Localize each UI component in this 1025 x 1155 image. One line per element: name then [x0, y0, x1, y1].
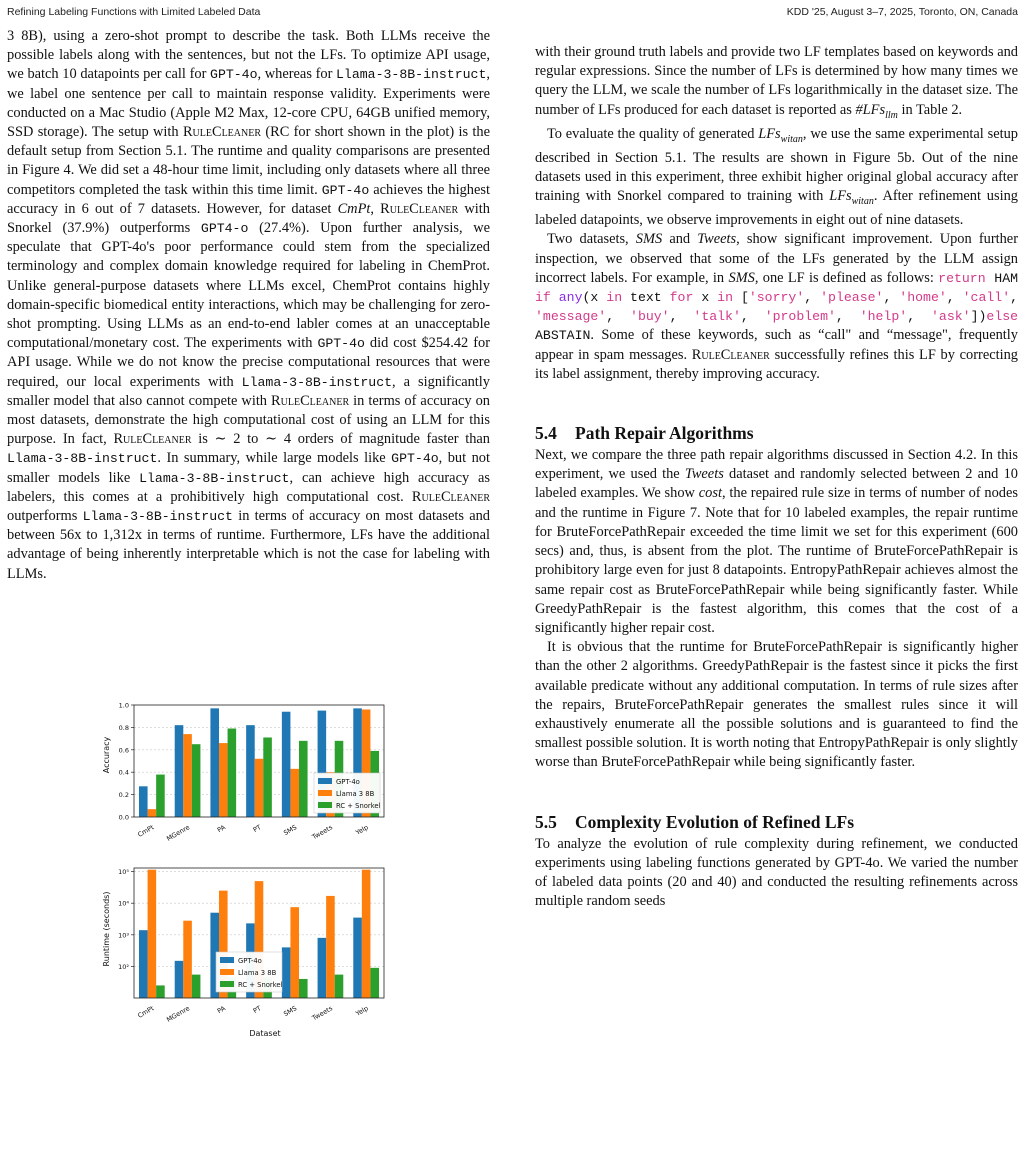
- right-paragraph-4: Next, we compare the three path repair algorithms discussed in Section 4.2. In this experiment, we used the Tweets dataset and randomly selected between 2 and 10 labeled examples. We show cost, the repaired rule size in terms of number of nodes and the runtime in Figure 7. Note that for 10 labeled examples, the repair runtime for BruteForcePathRepair exceeded the time limit we set for this experiment (600 secs) and, thus, is absent from the plot. The runtime of BruteForcePathRepair is prohibitory large even for just 8 datapoints. EntropyPathRepair achieves almost the same repair cost as BruteForcePathRepair while being significantly faster. While GreedyPathRepair is the fastest algorithm, this comes that the cost of a significantly higher repair cost.: [535, 447, 1018, 636]
- legend-swatch: [318, 802, 332, 808]
- bar-cmpt-1: [148, 870, 157, 998]
- bar-cmpt-0: [139, 786, 148, 817]
- y-tick-label: 0.4: [118, 768, 129, 777]
- legend-label: RC + Snorkel: [238, 981, 283, 989]
- right-paragraph-1: with their ground truth labels and provide two LF templates based on keywords and regular expressions. Since the number of LFs is determined by how many times we query the LLM, we scale the number of LFs logarithmically in the dataset size. The number of LFs produced for each dataset is reported as #LFs$_{llm}$ in Table 2.: [535, 44, 1018, 121]
- bar-cmpt-2: [156, 985, 165, 998]
- bar-yelp-0: [353, 918, 362, 998]
- legend-label: Llama 3 8B: [238, 969, 277, 977]
- section-5-4-heading: 5.4 Path Repair Algorithms: [535, 423, 754, 444]
- bar-cmpt-0: [139, 930, 148, 998]
- x-tick-label: Tweets: [310, 823, 334, 842]
- runtime-legend: [216, 952, 283, 992]
- bar-cmpt-2: [156, 775, 165, 817]
- x-tick-label: CmPt: [136, 1004, 156, 1020]
- y-tick-label: 0.6: [118, 746, 129, 755]
- x-tick-label: PT: [251, 1004, 263, 1016]
- accuracy-legend: [314, 773, 381, 813]
- bar-pt-2: [263, 737, 272, 817]
- runtime-yticks: [118, 868, 134, 971]
- accuracy-ylabel: Accuracy: [102, 736, 111, 774]
- bar-pa-2: [228, 729, 237, 817]
- x-tick-label: MGenre: [165, 1004, 192, 1024]
- bar-sms-1: [290, 769, 299, 817]
- right-paragraph-3: Two datasets, SMS and Tweets, show significant improvement. Upon further inspection, we observed that some of the LFs generated by the LLM assign incorrect labels. For example, in SMS, one LF is defined as follows: return HAM if any(x in text for x in ['sorry', 'please', 'home', 'call', 'message', 'buy', 'talk', 'problem', 'help', 'ask'])else ABSTAIN. Some of these keywords, such as “call" and “message", frequently appear in spam messages. RuleCleaner successfully refines this LF by correcting its label assignment, thereby improving accuracy.: [535, 231, 1019, 382]
- legend-label: GPT-4o: [238, 957, 262, 965]
- legend-label: RC + Snorkel: [336, 802, 381, 810]
- left-paragraph: 3 8B), using a zero-shot prompt to describe the task. Both LLMs receive the possible labels along with the sentences, but not the LFs. To optimize API usage, we batch 10 datapoints per call for GPT-4o, whereas for Llama-3-8B-instruct, we label one sentence per call to maintain response validity. Experiments were conducted on a Mac Studio (Apple M2 Max, 12-core CPU, 64GB unified memory, SSD storage). The setup with RuleCleaner (RC for short shown in the plot) is the default setup from Section 5.1. The runtime and quality comparisons are presented in Figure 4. We did set a 48-hour time limit, including only datasets where all three competitors completed the task within this time limit. GPT-4o achieves the highest accuracy in 6 out of 7 datasets. However, for dataset CmPt, RuleCleaner with Snorkel (37.9%) outperforms GPT4-o (27.4%). Upon further analysis, we speculate that GPT-4o's poor performance could stem from the specialized terminology and complex domain knowledge required for labeling in ChemProt. Unlike general-purpose datasets where LLMs excel, ChemProt contains highly domain-specific biomedical entity interactions, which may be challenging for zero-shot prompting. Using LLMs as an end-to-end labler comes at an unacceptable computational/monetary cost. The experiments with GPT-4o did cost $254.42 for API usage. While we do not know the precise computational resources that were required, our local experiments with Llama-3-8B-instruct, a significantly smaller model that also cannot compete with RuleCleaner in terms of accuracy on most datasets, demonstrate the high computational cost of using an LLM for this purpose. In fact, RuleCleaner is ∼ 2 to ∼ 4 orders of magnitude faster than Llama-3-8B-instruct. In summary, while large models like GPT-4o, but not smaller models like Llama-3-8B-instruct, can achieve high accuracy as labelers, this comes at a prohibitively high computational cost. RuleCleaner outperforms Llama-3-8B-instruct in terms of accuracy on most datasets and between 56x to 1,312x in terms of runtime. Furthermore, LFs have the additional advantage of being inherently interpretable which is not the case for labeling with LLMs.: [7, 28, 491, 582]
- bar-yelp-1: [362, 870, 371, 998]
- running-head: [7, 6, 1018, 20]
- runtime-xlabel: Dataset: [249, 1029, 281, 1038]
- y-tick-label: 10⁴: [118, 899, 129, 908]
- bar-mgenre-2: [192, 744, 201, 817]
- accuracy-chart: [100, 697, 400, 847]
- x-tick-label: SMS: [282, 823, 299, 838]
- runtime-ylabel: Runtime (seconds): [102, 891, 111, 967]
- x-tick-label: SMS: [282, 1004, 299, 1019]
- x-tick-label: Yelp: [354, 823, 370, 837]
- bar-sms-0: [282, 947, 291, 998]
- running-head-venue: KDD '25, August 3–7, 2025, Toronto, ON, Canada: [786, 6, 1018, 18]
- y-tick-label: 10²: [118, 962, 129, 971]
- bar-mgenre-2: [192, 975, 201, 998]
- accuracy-xticks: [136, 823, 369, 843]
- y-tick-label: 1.0: [118, 701, 129, 710]
- bar-sms-2: [299, 741, 308, 817]
- y-tick-label: 0.8: [118, 723, 129, 732]
- x-tick-label: MGenre: [165, 823, 192, 843]
- legend-swatch: [318, 790, 332, 796]
- legend-swatch: [220, 969, 234, 975]
- bar-pa-1: [219, 743, 228, 817]
- x-tick-label: PT: [251, 823, 263, 835]
- bar-tweets-2: [335, 975, 344, 998]
- legend-swatch: [220, 957, 234, 963]
- bar-sms-0: [282, 712, 291, 817]
- bar-yelp-2: [370, 968, 379, 998]
- right-paragraph-6: To analyze the evolution of rule complexity during refinement, we conducted experiments using labeling functions generated by GPT-4o. We varied the number of labeled data points (20 and 40) and conducted the resulting refinements across multiple random seeds: [535, 835, 1018, 910]
- x-tick-label: Yelp: [354, 1004, 370, 1018]
- runtime-xticks: [136, 1004, 369, 1024]
- x-tick-label: Tweets: [310, 1004, 334, 1023]
- bar-mgenre-1: [183, 734, 192, 817]
- x-tick-label: PA: [215, 823, 227, 835]
- x-tick-label: CmPt: [136, 823, 156, 839]
- bar-pt-0: [246, 725, 255, 817]
- bar-sms-2: [299, 979, 308, 998]
- left-column: [7, 27, 490, 584]
- legend-swatch: [220, 981, 234, 987]
- legend-label: GPT-4o: [336, 778, 360, 786]
- x-tick-label: PA: [215, 1004, 227, 1016]
- bar-tweets-1: [326, 896, 335, 998]
- y-tick-label: 10⁵: [118, 868, 129, 877]
- y-tick-label: 0.0: [118, 813, 129, 822]
- legend-swatch: [318, 778, 332, 784]
- right-paragraph-2: To evaluate the quality of generated LFs$_{witan}$, we use the same experimental setup described in Section 5.1. The results are shown in Figure 5b. Out of the nine datasets used in this experiment, three exhibit higher original global accuracy after training with Snorkel compared to training with LFs$_{witan}$. After refinement using labeled datapoints, we observe improvements in eight out of nine datasets.: [535, 125, 1018, 229]
- legend-label: Llama 3 8B: [336, 790, 375, 798]
- bar-mgenre-0: [175, 725, 184, 817]
- y-tick-label: 0.2: [118, 791, 129, 800]
- bar-tweets-0: [318, 938, 327, 998]
- y-tick-label: 10³: [118, 931, 129, 940]
- bar-sms-1: [290, 907, 299, 998]
- accuracy-yticks: [119, 702, 134, 822]
- bar-mgenre-1: [183, 921, 192, 998]
- bar-pt-1: [255, 759, 264, 817]
- right-paragraph-5: It is obvious that the runtime for BruteForcePathRepair is significantly higher than the other 2 algorithms. GreedyPathRepair is the fastest since it picks the first available predicate without any additional computation. In terms of rule sizes after the repairs, BruteForcePathRepair generates the smallest rules since it will exhaustively enumerate all the possible solutions and is guaranteed to find the smallest possible solution. It is worth noting that EntropyPathRepair is only slightly worse than BruteForcePathRepair while being significantly faster.: [535, 639, 1018, 771]
- running-head-title: Refining Labeling Functions with Limited Labeled Data: [7, 6, 261, 18]
- bar-pa-0: [210, 708, 219, 817]
- lf-code-snippet: return HAM if any(x in text for x in ['sorry', 'please', 'home', 'call', 'message', 'buy', 'talk', 'problem', 'help', 'ask'])else ABSTAIN: [535, 270, 1019, 344]
- bar-mgenre-0: [175, 961, 184, 998]
- bar-cmpt-1: [148, 809, 157, 817]
- section-5-5-heading: 5.5 Complexity Evolution of Refined LFs: [535, 811, 855, 832]
- right-column: [535, 43, 1018, 911]
- runtime-chart: [100, 862, 400, 1042]
